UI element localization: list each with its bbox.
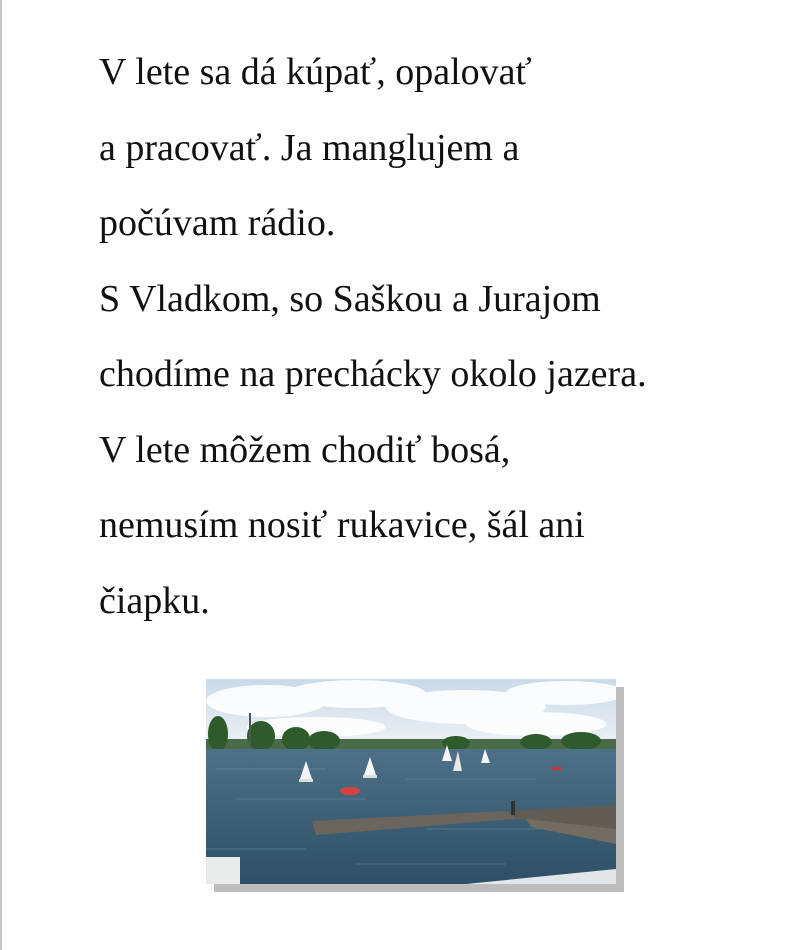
text-line: chodíme na prechácky okolo jazera.	[99, 353, 647, 395]
text-line: V lete môžem chodiť bosá,	[99, 428, 511, 471]
text-line: a pracovať. Ja manglujem a	[99, 126, 520, 169]
page-left-edge	[0, 0, 2, 950]
foreground-boat	[206, 857, 240, 884]
text-line: V lete sa dá kúpať, opalovať	[99, 51, 532, 93]
pedal-boat	[340, 787, 360, 795]
text-line: počúvam rádio.	[99, 202, 336, 244]
lake-photo	[206, 679, 616, 884]
body-text	[99, 42, 799, 646]
lake-photo-frame	[206, 679, 616, 884]
text-line: nemusím nosiť rukavice, šál ani	[99, 504, 585, 546]
light-pole	[249, 713, 251, 749]
text-line: čiapku.	[99, 579, 210, 622]
text-line: S Vladkom, so Saškou a Jurajom	[99, 277, 601, 320]
